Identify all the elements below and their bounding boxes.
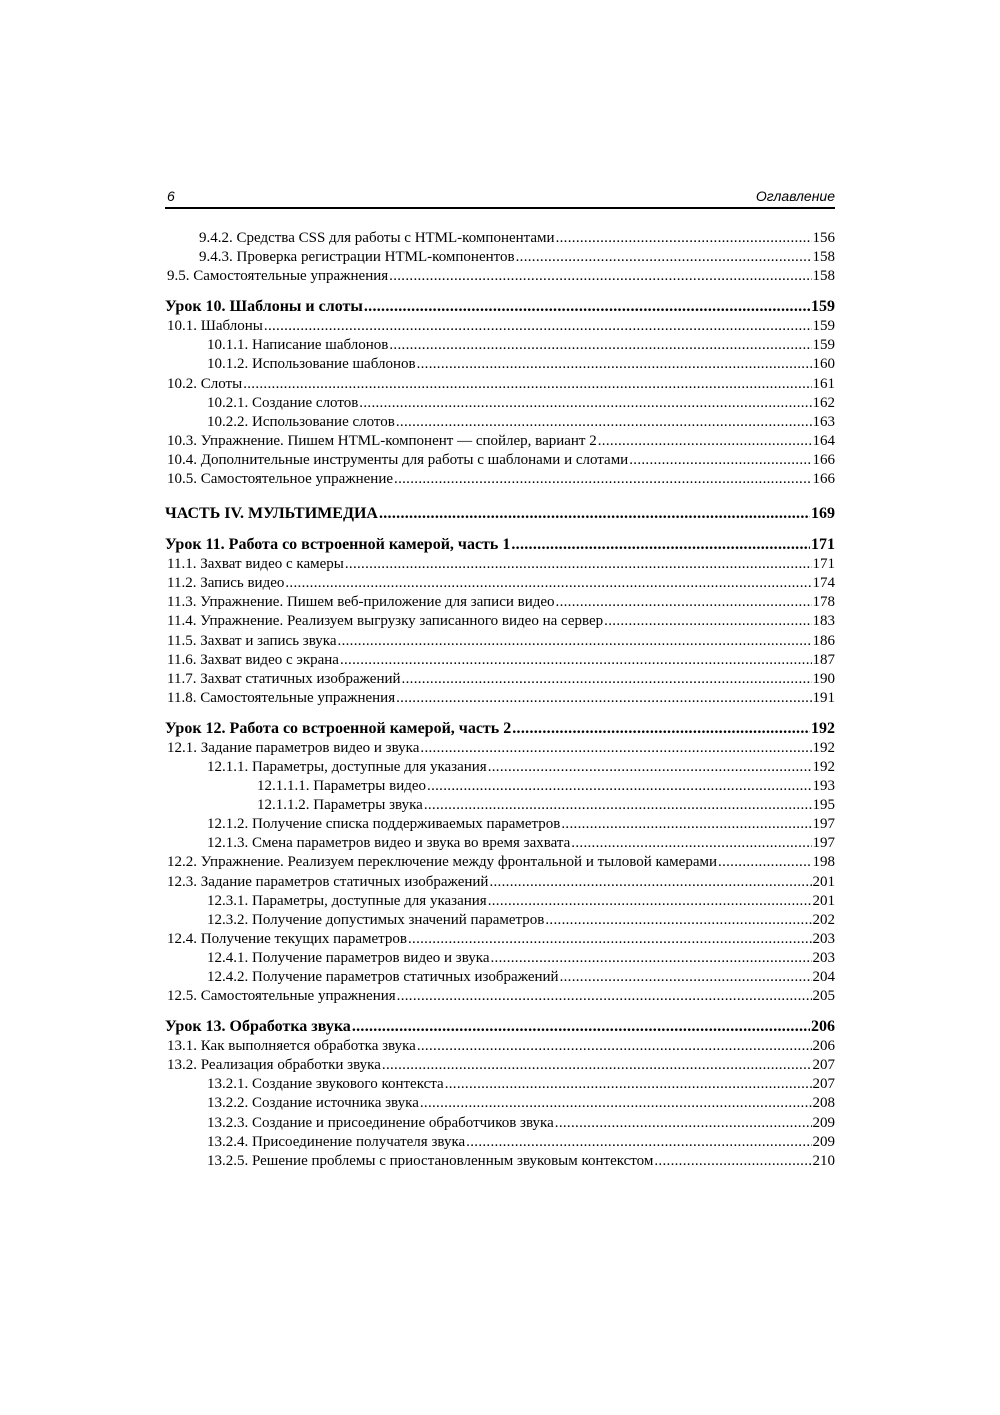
- toc-entry-page: 158: [812, 249, 835, 266]
- toc-entry[interactable]: [165, 1075, 835, 1094]
- toc-dot-leader: [491, 949, 812, 968]
- toc-dot-leader: [466, 1133, 811, 1152]
- toc-entry[interactable]: [165, 892, 835, 911]
- toc-entry[interactable]: [165, 796, 835, 815]
- toc-dot-leader: [488, 892, 812, 911]
- toc-entry-title: 10.1. Шаблоны: [167, 318, 263, 335]
- toc-entry[interactable]: [165, 470, 835, 489]
- toc-entry-title: 12.1.1.1. Параметры видео: [257, 778, 427, 795]
- toc-entry-title: 13.2.5. Решение проблемы с приостановленным звуковым контекстом: [207, 1152, 654, 1169]
- toc-entry[interactable]: [165, 815, 835, 834]
- toc-chapter-entry[interactable]: [165, 534, 835, 555]
- toc-dot-leader: [420, 739, 811, 758]
- toc-entry-title: 12.1.2. Получение списка поддерживаемых параметров: [207, 816, 561, 833]
- toc-entry-page: 204: [812, 969, 835, 985]
- toc-entry-title: 12.1.1.2. Параметры звука: [257, 797, 423, 814]
- toc-entry-title: Урок 12. Работа со встроенной камерой, часть 2: [165, 719, 512, 737]
- toc-entry-page: 193: [812, 778, 835, 795]
- toc-entry-page: 156: [812, 230, 835, 246]
- toc-entry-title: Урок 10. Шаблоны и слоты: [165, 298, 363, 316]
- toc-dot-leader: [396, 413, 812, 432]
- toc-dot-leader: [397, 987, 812, 1006]
- document-page: [165, 188, 835, 1171]
- toc-entry-title: 10.5. Самостоятельное упражнение: [167, 471, 394, 488]
- toc-entry[interactable]: [165, 1133, 835, 1152]
- toc-entry[interactable]: [165, 394, 835, 413]
- toc-entry-page: 164: [812, 432, 835, 449]
- toc-entry[interactable]: [165, 853, 835, 872]
- toc-entry-page: 190: [812, 670, 835, 687]
- toc-entry[interactable]: [165, 651, 835, 670]
- toc-dot-leader: [417, 355, 812, 374]
- toc-entry-title: 11.6. Захват видео с экрана: [167, 651, 339, 668]
- toc-entry-title: 9.4.3. Проверка регистрации HTML-компонентов: [199, 249, 515, 266]
- toc-entry-page: 183: [812, 613, 835, 630]
- toc-entry-page: 191: [812, 689, 835, 706]
- toc-entry-page: 159: [812, 318, 835, 335]
- toc-entry-title: 11.4. Упражнение. Реализуем выгрузку записанного видео на сервер: [167, 613, 604, 630]
- toc-entry-title: 12.3.1. Параметры, доступные для указания: [207, 892, 487, 909]
- toc-entry[interactable]: [165, 593, 835, 612]
- table-of-contents: [165, 229, 835, 1171]
- toc-spacer: [165, 489, 835, 503]
- toc-entry-page: 207: [812, 1057, 835, 1074]
- toc-dot-leader: [340, 651, 812, 670]
- toc-entry-page: 201: [812, 892, 835, 909]
- toc-entry-page: 197: [812, 816, 835, 833]
- page-header: [165, 188, 835, 209]
- toc-entry[interactable]: [165, 375, 835, 394]
- toc-entry[interactable]: [165, 555, 835, 574]
- toc-entry[interactable]: [165, 248, 835, 267]
- toc-entry[interactable]: [165, 267, 835, 286]
- toc-entry-title: 11.8. Самостоятельные упражнения: [167, 689, 396, 706]
- toc-dot-leader: [345, 555, 812, 574]
- toc-entry-title: 12.2. Упражнение. Реализуем переключение между фронтальной и тыловой камерами: [167, 854, 718, 871]
- toc-entry-title: 10.4. Дополнительные инструменты для работы с шаблонами и слотами: [167, 451, 629, 468]
- toc-dot-leader: [654, 1152, 811, 1171]
- toc-entry[interactable]: [165, 1114, 835, 1133]
- toc-entry-title: 12.1.1. Параметры, доступные для указания: [207, 758, 487, 775]
- toc-dot-leader: [389, 267, 811, 286]
- toc-entry[interactable]: [165, 1152, 835, 1171]
- toc-dot-leader: [604, 612, 811, 631]
- toc-entry-title: 10.2. Слоты: [167, 375, 243, 392]
- toc-entry-title: 12.1. Задание параметров видео и звука: [167, 739, 420, 756]
- toc-entry-page: 192: [812, 758, 835, 775]
- toc-entry-title: 11.3. Упражнение. Пишем веб-приложение для записи видео: [167, 594, 555, 611]
- toc-entry-title: Урок 13. Обработка звука: [165, 1018, 351, 1036]
- toc-entry-page: 169: [811, 505, 835, 523]
- toc-entry-title: 13.2.2. Создание источника звука: [207, 1095, 419, 1112]
- toc-entry-page: 158: [812, 268, 835, 285]
- toc-entry[interactable]: [165, 317, 835, 336]
- toc-entry-page: 208: [812, 1095, 835, 1112]
- toc-entry-title: 12.4.1. Получение параметров видео и звука: [207, 949, 490, 966]
- toc-entry[interactable]: [165, 451, 835, 470]
- toc-dot-leader: [402, 670, 812, 689]
- toc-entry-page: 160: [812, 356, 835, 373]
- toc-dot-leader: [561, 815, 811, 834]
- toc-entry-page: 186: [812, 632, 835, 649]
- toc-entry-page: 203: [812, 930, 835, 947]
- toc-entry-title: 13.2.4. Присоединение получателя звука: [207, 1133, 466, 1150]
- toc-dot-leader: [489, 873, 811, 892]
- toc-entry-page: 166: [812, 451, 835, 468]
- toc-entry-title: 13.2.1. Создание звукового контекста: [207, 1076, 444, 1093]
- toc-dot-leader: [389, 336, 811, 355]
- toc-entry-title: 13.2.3. Создание и присоединение обработчиков звука: [207, 1114, 554, 1131]
- toc-entry[interactable]: [165, 739, 835, 758]
- toc-chapter-entry[interactable]: [165, 296, 835, 317]
- running-title: Оглавление: [755, 188, 835, 204]
- toc-entry-title: 10.1.2. Использование шаблонов: [207, 356, 416, 373]
- toc-dot-leader: [396, 689, 811, 708]
- toc-dot-leader: [488, 758, 812, 777]
- toc-dot-leader: [571, 834, 811, 853]
- toc-spacer: [165, 286, 835, 296]
- toc-entry-page: 163: [812, 413, 835, 430]
- toc-entry-title: 11.2. Запись видео: [167, 575, 285, 592]
- toc-entry-page: 187: [812, 651, 835, 668]
- toc-entry-title: 12.3. Задание параметров статичных изображений: [167, 873, 489, 890]
- toc-dot-leader: [382, 1056, 812, 1075]
- toc-entry-page: 209: [812, 1133, 835, 1150]
- toc-dot-leader: [556, 229, 812, 248]
- toc-entry[interactable]: [165, 432, 835, 451]
- toc-entry[interactable]: [165, 689, 835, 708]
- toc-entry[interactable]: [165, 758, 835, 777]
- toc-entry-page: 192: [812, 739, 835, 756]
- page-number: 6: [167, 188, 175, 204]
- toc-entry-page: 198: [812, 854, 835, 871]
- toc-entry-page: 171: [811, 536, 835, 554]
- toc-dot-leader: [511, 534, 810, 555]
- toc-entry-page: 162: [812, 394, 835, 411]
- toc-entry-title: Урок 11. Работа со встроенной камерой, часть 1: [165, 536, 511, 554]
- toc-dot-leader: [408, 930, 812, 949]
- toc-entry[interactable]: [165, 873, 835, 892]
- toc-entry[interactable]: [165, 413, 835, 432]
- toc-entry-page: 192: [811, 719, 835, 737]
- toc-entry-title: 13.2. Реализация обработки звука: [167, 1057, 381, 1074]
- toc-dot-leader: [352, 1016, 810, 1037]
- toc-entry[interactable]: [165, 911, 835, 930]
- toc-entry-title: 12.5. Самостоятельные упражнения: [167, 988, 396, 1005]
- toc-entry-title: 9.5. Самостоятельные упражнения: [167, 268, 389, 285]
- toc-entry[interactable]: [165, 987, 835, 1006]
- toc-entry[interactable]: [165, 612, 835, 631]
- toc-entry-title: ЧАСТЬ IV. МУЛЬТИМЕДИА: [165, 505, 378, 523]
- toc-entry[interactable]: [165, 834, 835, 853]
- toc-entry[interactable]: [165, 574, 835, 593]
- toc-entry-page: 159: [812, 337, 835, 354]
- toc-entry-page: 207: [812, 1076, 835, 1093]
- toc-dot-leader: [359, 394, 811, 413]
- toc-entry-page: 206: [811, 1018, 835, 1036]
- toc-entry-title: 13.1. Как выполняется обработка звука: [167, 1038, 416, 1055]
- toc-entry-title: 9.4.2. Средства CSS для работы с HTML-компонентами: [199, 230, 555, 246]
- toc-dot-leader: [555, 1114, 812, 1133]
- toc-entry-title: 12.1.3. Смена параметров видео и звука во время захвата: [207, 835, 571, 852]
- toc-entry[interactable]: [165, 336, 835, 355]
- toc-entry-page: 195: [812, 797, 835, 814]
- toc-dot-leader: [417, 1037, 812, 1056]
- toc-entry-page: 205: [812, 988, 835, 1005]
- toc-entry-title: 10.3. Упражнение. Пишем HTML-компонент — спойлер, вариант 2: [167, 432, 597, 449]
- toc-chapter-entry[interactable]: [165, 718, 835, 739]
- toc-entry-page: 203: [812, 949, 835, 966]
- toc-dot-leader: [545, 911, 811, 930]
- toc-entry[interactable]: [165, 229, 835, 248]
- toc-entry[interactable]: [165, 1037, 835, 1056]
- toc-entry-title: 12.3.2. Получение допустимых значений параметров: [207, 911, 545, 928]
- toc-dot-leader: [364, 296, 810, 317]
- toc-entry-page: 171: [812, 556, 835, 573]
- toc-dot-leader: [424, 796, 812, 815]
- toc-dot-leader: [243, 375, 811, 394]
- toc-entry-title: 12.4.2. Получение параметров статичных изображений: [207, 969, 559, 985]
- toc-entry[interactable]: [165, 1094, 835, 1113]
- toc-entry-page: 210: [812, 1152, 835, 1169]
- toc-chapter-entry[interactable]: [165, 503, 835, 524]
- toc-entry-page: 206: [812, 1038, 835, 1055]
- toc-entry-page: 202: [812, 911, 835, 928]
- toc-entry-page: 178: [812, 594, 835, 611]
- toc-spacer: [165, 524, 835, 534]
- toc-entry-title: 12.4. Получение текущих параметров: [167, 930, 407, 947]
- toc-entry-page: 161: [812, 375, 835, 392]
- toc-entry-title: 11.7. Захват статичных изображений: [167, 670, 401, 687]
- toc-entry-title: 10.2.2. Использование слотов: [207, 413, 395, 430]
- toc-entry[interactable]: [165, 670, 835, 689]
- toc-spacer: [165, 1006, 835, 1016]
- toc-dot-leader: [427, 777, 811, 796]
- toc-dot-leader: [285, 574, 811, 593]
- toc-entry-page: 201: [812, 873, 835, 890]
- toc-entry-page: 166: [812, 471, 835, 488]
- toc-dot-leader: [560, 968, 812, 987]
- toc-entry-title: 11.1. Захват видео с камеры: [167, 556, 344, 573]
- toc-entry-title: 10.2.1. Создание слотов: [207, 394, 359, 411]
- toc-dot-leader: [718, 853, 811, 872]
- toc-spacer: [165, 708, 835, 718]
- toc-entry[interactable]: [165, 949, 835, 968]
- toc-entry[interactable]: [165, 777, 835, 796]
- toc-entry-page: 174: [812, 575, 835, 592]
- toc-dot-leader: [556, 593, 812, 612]
- toc-entry[interactable]: [165, 968, 835, 987]
- toc-dot-leader: [629, 451, 811, 470]
- toc-dot-leader: [379, 503, 810, 524]
- toc-dot-leader: [338, 632, 812, 651]
- toc-entry-page: 159: [811, 298, 835, 316]
- toc-dot-leader: [512, 718, 810, 739]
- toc-dot-leader: [516, 248, 812, 267]
- toc-entry-title: 10.1.1. Написание шаблонов: [207, 337, 389, 354]
- toc-entry[interactable]: [165, 1056, 835, 1075]
- toc-dot-leader: [445, 1075, 812, 1094]
- toc-dot-leader: [264, 317, 812, 336]
- toc-dot-leader: [598, 432, 812, 451]
- toc-entry-page: 197: [812, 835, 835, 852]
- toc-entry-page: 209: [812, 1114, 835, 1131]
- toc-entry[interactable]: [165, 930, 835, 949]
- toc-entry-title: 11.5. Захват и запись звука: [167, 632, 337, 649]
- toc-entry[interactable]: [165, 355, 835, 374]
- toc-dot-leader: [420, 1094, 812, 1113]
- toc-entry[interactable]: [165, 632, 835, 651]
- toc-dot-leader: [394, 470, 811, 489]
- toc-chapter-entry[interactable]: [165, 1016, 835, 1037]
